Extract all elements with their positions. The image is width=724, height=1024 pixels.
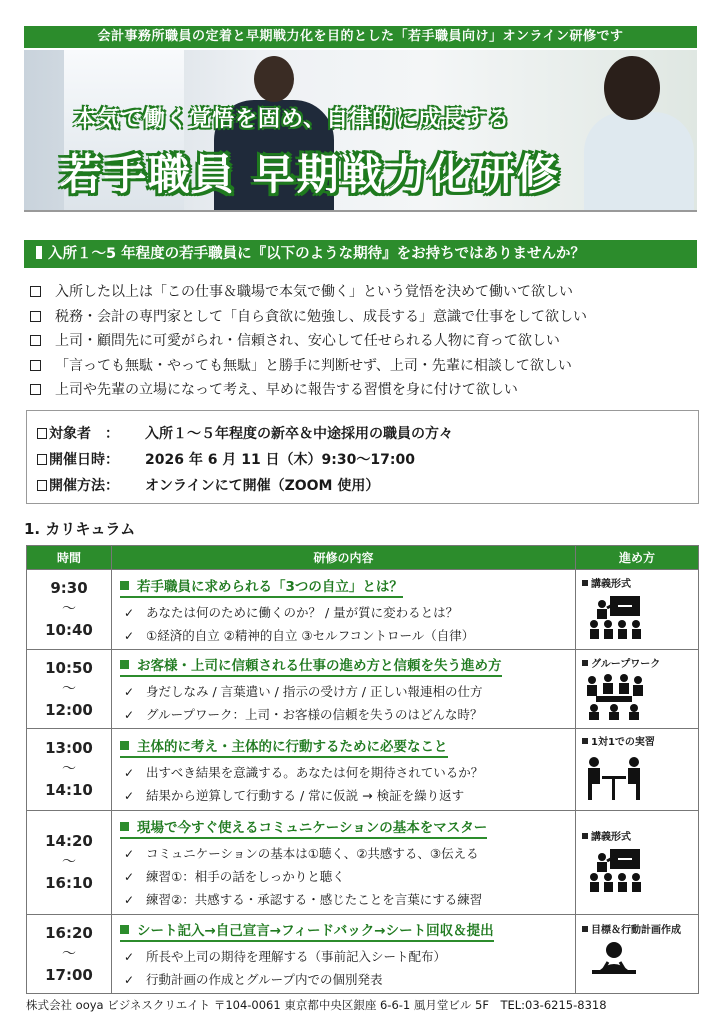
event-info-box bbox=[26, 410, 699, 504]
bullet-text: 練習①：相手の話をしっかりと聴く bbox=[146, 869, 345, 884]
curriculum-bullet bbox=[120, 968, 567, 991]
time-cell bbox=[27, 915, 112, 994]
checkbox-icon bbox=[30, 286, 41, 297]
method-label bbox=[582, 655, 692, 670]
method-text: 目標＆行動計画作成 bbox=[591, 924, 681, 936]
method-cell bbox=[576, 811, 699, 915]
time-cell bbox=[27, 650, 112, 729]
checkbox-icon bbox=[30, 311, 41, 322]
time-separator: ～ bbox=[62, 601, 76, 617]
header-method: 進め方 bbox=[576, 546, 699, 570]
check-icon: ✓ bbox=[124, 870, 135, 884]
end-time: 12:00 bbox=[45, 700, 93, 719]
method-row bbox=[37, 473, 688, 499]
bullet-text: あなたは何のために働くのか？ / 量が質に変わるとは？ bbox=[146, 604, 459, 620]
pair-pictogram-icon bbox=[582, 752, 692, 806]
expectation-item bbox=[30, 329, 710, 354]
table-row bbox=[27, 915, 699, 994]
checkbox-icon bbox=[37, 428, 47, 439]
table-row bbox=[27, 650, 699, 729]
bullet-text: ①経済的自立 ②精神的自立 ③セルフコントロール（自律） bbox=[146, 627, 475, 643]
expectation-item bbox=[30, 354, 710, 379]
square-bullet-icon bbox=[582, 580, 588, 586]
time-separator: ～ bbox=[62, 761, 76, 777]
company-footer: 株式会社 ooya ビジネスクリエイト 〒104-0061 東京都中央区銀座 6-6-1 風月堂ビル 5F TEL:03-6215-8318 bbox=[26, 998, 607, 1012]
curriculum-topic bbox=[120, 816, 487, 839]
method-label bbox=[582, 733, 692, 748]
checkbox-icon bbox=[30, 360, 41, 371]
square-bullet-icon bbox=[120, 925, 129, 934]
method-cell bbox=[576, 650, 699, 729]
square-bullet-icon bbox=[120, 741, 129, 750]
method-label: 開催方法： bbox=[49, 478, 119, 494]
expectation-text: 入所した以上は「この仕事＆職場で本気で働く」という覚悟を決めて働いて欲しい bbox=[55, 284, 573, 300]
question-banner bbox=[24, 240, 697, 268]
content-cell bbox=[112, 650, 576, 729]
time-cell bbox=[27, 811, 112, 915]
square-bullet-icon bbox=[120, 660, 129, 669]
check-icon: ✓ bbox=[124, 765, 135, 780]
curriculum-topic bbox=[120, 654, 502, 677]
question-text: 入所１～5 年程度の若手職員に『以下のような期待』をお持ちではありませんか？ bbox=[48, 246, 585, 262]
end-time: 16:10 bbox=[45, 874, 93, 892]
bullet-text: 所長や上司の期待を理解する（事前記入シート配布） bbox=[146, 949, 447, 964]
method-label bbox=[582, 575, 692, 590]
banner-marker bbox=[36, 246, 42, 259]
bullet-text: グループワーク：上司・お客様の信頼を失うのはどんな時？ bbox=[146, 707, 483, 722]
bullet-text: 出すべき結果を意識する。あなたは何を期待されているか？ bbox=[146, 764, 484, 780]
curriculum-topic bbox=[120, 735, 448, 758]
curriculum-topic bbox=[120, 575, 403, 598]
method-cell bbox=[576, 915, 699, 994]
woman-photo-head bbox=[604, 56, 660, 120]
start-time: 13:00 bbox=[45, 739, 93, 757]
curriculum-bullet bbox=[120, 945, 567, 968]
target-label: 対象者 ： bbox=[49, 426, 119, 442]
expectation-text: 「言っても無駄・やっても無駄」と勝手に判断せず、上司・先輩に相談して欲しい bbox=[55, 357, 572, 374]
method-label bbox=[582, 921, 692, 936]
group-pictogram-icon bbox=[582, 674, 692, 724]
date-label: 開催日時： bbox=[49, 452, 119, 468]
topic-text: 主体的に考え・主体的に行動するために必要なこと bbox=[137, 738, 448, 755]
time-separator: ～ bbox=[62, 680, 76, 697]
bullet-text: 身だしなみ / 言葉遣い / 指示の受け方 / 正しい報連相の仕方 bbox=[146, 684, 483, 699]
hero-divider bbox=[24, 210, 697, 212]
check-icon: ✓ bbox=[124, 973, 135, 987]
check-icon: ✓ bbox=[124, 950, 135, 964]
checkbox-icon bbox=[37, 454, 47, 465]
check-icon: ✓ bbox=[124, 628, 135, 643]
curriculum-bullet bbox=[120, 888, 567, 911]
start-time: 14:20 bbox=[45, 832, 93, 850]
time-cell bbox=[27, 570, 112, 650]
content-cell bbox=[112, 811, 576, 915]
check-icon: ✓ bbox=[124, 685, 135, 699]
curriculum-bullet bbox=[120, 865, 567, 888]
hero-subtitle: 本気で働く覚悟を固め、自律的に成長する bbox=[74, 107, 511, 132]
method-label bbox=[582, 828, 692, 843]
check-icon: ✓ bbox=[124, 605, 135, 620]
bullet-text: コミュニケーションの基本は①聴く、②共感する、③伝える bbox=[146, 846, 479, 861]
expectation-item bbox=[30, 305, 710, 330]
time-cell bbox=[27, 729, 112, 811]
expectation-text: 税務・会計の専門家として「自ら貪欲に勉強し、成長する」意識で仕事をして欲しい bbox=[55, 308, 587, 325]
header-content: 研修の内容 bbox=[112, 546, 576, 570]
bullet-text: 結果から逆算して行動する / 常に仮説 → 検証を繰り返す bbox=[146, 787, 465, 803]
content-cell bbox=[112, 915, 576, 994]
woman-photo-body bbox=[584, 112, 694, 210]
start-time: 9:30 bbox=[50, 579, 88, 597]
method-cell bbox=[576, 729, 699, 811]
method-text: 講義形式 bbox=[591, 832, 631, 843]
square-bullet-icon bbox=[582, 926, 588, 932]
end-time: 17:00 bbox=[45, 965, 93, 984]
square-bullet-icon bbox=[120, 822, 129, 831]
curriculum-bullet bbox=[120, 784, 567, 807]
checkbox-icon bbox=[37, 480, 47, 491]
writing-pictogram-icon bbox=[582, 940, 692, 988]
end-time: 10:40 bbox=[45, 621, 93, 639]
method-text: 1対1での実習 bbox=[591, 737, 655, 748]
method-text: 講義形式 bbox=[591, 579, 631, 590]
checkbox-icon bbox=[30, 384, 41, 395]
method-text: グループワーク bbox=[591, 658, 661, 670]
man-photo-head bbox=[254, 56, 294, 102]
expectation-text: 上司や先輩の立場になって考え、早めに報告する習慣を身に付けて欲しい bbox=[55, 382, 518, 398]
curriculum-bullet bbox=[120, 624, 567, 647]
lecture-pictogram-icon bbox=[582, 847, 692, 897]
date-value: 2026 年 6 月 11 日（木）9:30～17:00 bbox=[145, 452, 415, 468]
topic-text: シート記入→自己宣言→フィードバック→シート回収＆提出 bbox=[137, 923, 494, 939]
table-header-row bbox=[27, 546, 699, 570]
start-time: 16:20 bbox=[45, 923, 93, 942]
date-row bbox=[37, 447, 688, 473]
square-bullet-icon bbox=[582, 660, 588, 666]
header-time: 時間 bbox=[27, 546, 112, 570]
content-cell bbox=[112, 570, 576, 650]
hero-image bbox=[24, 50, 697, 210]
target-row bbox=[37, 421, 688, 447]
expectation-list bbox=[30, 280, 710, 403]
table-row bbox=[27, 729, 699, 811]
curriculum-bullet bbox=[120, 601, 567, 624]
time-separator: ～ bbox=[62, 854, 76, 870]
content-cell bbox=[112, 729, 576, 811]
check-icon: ✓ bbox=[124, 788, 135, 803]
lecture-pictogram-icon bbox=[582, 594, 692, 644]
curriculum-topic bbox=[120, 919, 494, 942]
expectation-item bbox=[30, 280, 710, 305]
expectation-text: 上司・顧問先に可愛がられ・信頼され、安心して任せられる人物に育って欲しい bbox=[55, 333, 560, 349]
curriculum-bullet bbox=[120, 680, 567, 703]
topic-text: 若手職員に求められる「3つの自立」とは？ bbox=[137, 578, 403, 595]
start-time: 10:50 bbox=[45, 658, 93, 677]
hero-title: 若手職員 早期戦力化研修 bbox=[60, 150, 561, 199]
checkbox-icon bbox=[30, 335, 41, 346]
topic-text: お客様・上司に信頼される仕事の進め方と信頼を失う進め方 bbox=[137, 658, 502, 674]
curriculum-heading: 1. カリキュラム bbox=[24, 520, 136, 538]
topic-text: 現場で今すぐ使えるコミュニケーションの基本をマスター bbox=[137, 820, 488, 836]
check-icon: ✓ bbox=[124, 708, 135, 722]
table-row bbox=[27, 811, 699, 915]
square-bullet-icon bbox=[582, 833, 588, 839]
bullet-text: 行動計画の作成とグループ内での個別発表 bbox=[146, 972, 383, 987]
curriculum-bullet bbox=[120, 703, 567, 726]
table-row bbox=[27, 570, 699, 650]
end-time: 14:10 bbox=[45, 781, 93, 799]
square-bullet-icon bbox=[582, 738, 588, 744]
time-separator: ～ bbox=[62, 945, 76, 962]
square-bullet-icon bbox=[120, 581, 129, 590]
check-icon: ✓ bbox=[124, 893, 135, 907]
check-icon: ✓ bbox=[124, 847, 135, 861]
expectation-item bbox=[30, 378, 710, 403]
curriculum-bullet bbox=[120, 761, 567, 784]
target-value: 入所１～５年程度の新卒＆中途採用の職員の方々 bbox=[145, 426, 453, 442]
method-value: オンラインにて開催（ZOOM 使用） bbox=[145, 478, 380, 494]
curriculum-bullet bbox=[120, 842, 567, 865]
curriculum-table bbox=[26, 545, 699, 994]
top-banner: 会計事務所職員の定着と早期戦力化を目的とした「若手職員向け」オンライン研修です bbox=[24, 26, 697, 48]
method-cell bbox=[576, 570, 699, 650]
bullet-text: 練習②：共感する・承認する・感じたことを言葉にする練習 bbox=[146, 892, 483, 907]
